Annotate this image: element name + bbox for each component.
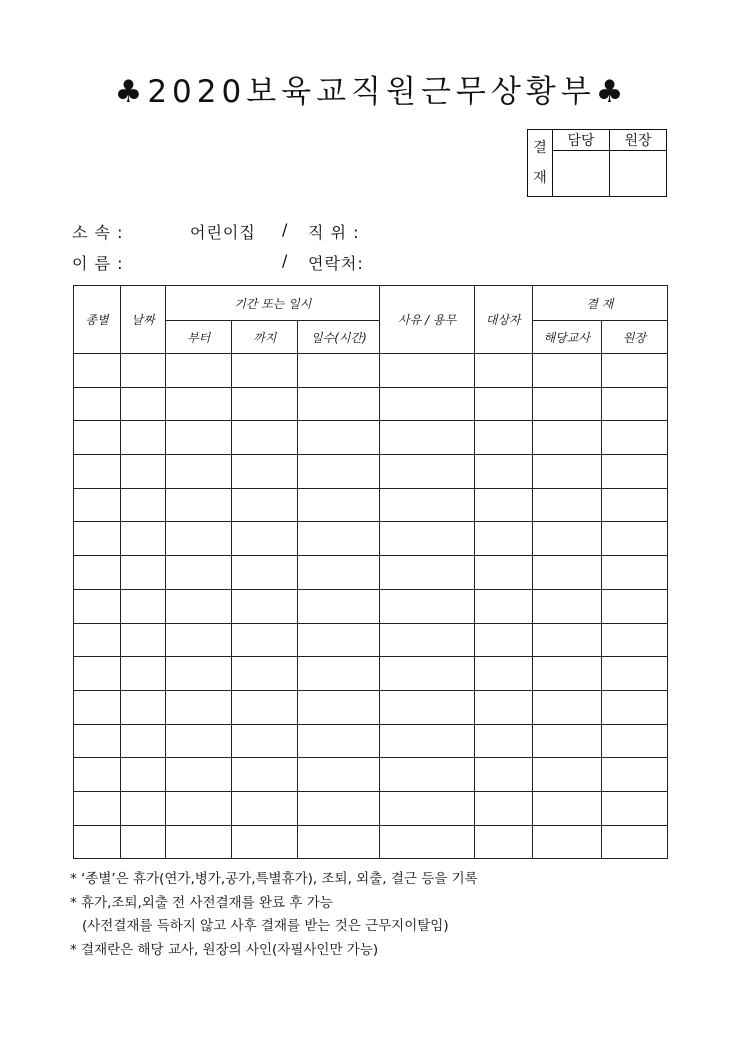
table-cell[interactable] [474,488,532,522]
table-cell[interactable] [232,488,298,522]
info-separator: / [282,251,289,270]
table-cell[interactable] [474,724,532,758]
affiliation-label: 소 속 : [72,223,124,242]
table-cell[interactable] [380,522,474,556]
header-reason: 사유 / 용무 [380,286,474,354]
table-cell[interactable] [232,354,298,388]
table-cell[interactable] [166,556,232,590]
table-row [74,623,668,657]
table-cell[interactable] [121,455,166,489]
table-cell[interactable] [601,589,667,623]
table-row [74,387,668,421]
table-cell[interactable] [166,791,232,825]
table-cell[interactable] [474,623,532,657]
table-cell[interactable] [601,522,667,556]
table-cell[interactable] [532,488,601,522]
table-cell[interactable] [474,522,532,556]
table-cell[interactable] [380,387,474,421]
table-row [74,488,668,522]
header-approval: 결 재 [532,286,667,321]
table-row [74,455,668,489]
affiliation-value: 어린이집 [190,223,256,242]
table-cell[interactable] [474,690,532,724]
header-target: 대상자 [474,286,532,354]
table-cell[interactable] [121,758,166,792]
header-until: 까지 [232,321,298,354]
table-cell[interactable] [166,522,232,556]
table-cell[interactable] [532,657,601,691]
approval-header-director: 원장 [610,130,667,151]
info-separator: / [282,220,289,239]
header-period: 기간 또는 일시 [166,286,380,321]
table-cell[interactable] [601,488,667,522]
table-cell[interactable] [601,657,667,691]
table-cell[interactable] [121,623,166,657]
table-cell[interactable] [380,690,474,724]
contact-label: 연락처: [308,254,364,273]
table-cell[interactable] [532,387,601,421]
table-cell[interactable] [532,421,601,455]
table-cell[interactable] [380,354,474,388]
table-cell[interactable] [532,556,601,590]
table-row [74,825,668,859]
table-cell[interactable] [474,589,532,623]
table-cell[interactable] [121,724,166,758]
table-cell[interactable] [166,825,232,859]
table-cell[interactable] [532,522,601,556]
table-cell[interactable] [298,421,380,455]
table-cell[interactable] [166,758,232,792]
table-cell[interactable] [532,758,601,792]
table-cell[interactable] [380,657,474,691]
note-1: * ‘종별’은 휴가(연가,병가,공가,특별휴가), 조퇴, 외출, 결근 등을 기록 [70,871,478,887]
table-cell[interactable] [121,589,166,623]
table-cell[interactable] [380,455,474,489]
table-cell[interactable] [532,354,601,388]
table-cell[interactable] [601,455,667,489]
table-cell[interactable] [474,657,532,691]
table-cell[interactable] [232,522,298,556]
table-cell[interactable] [474,791,532,825]
table-cell[interactable] [121,421,166,455]
header-days: 일수(시간) [298,321,380,354]
approval-box [527,129,667,197]
table-cell[interactable] [74,623,121,657]
approval-label-top: 결 [533,140,547,156]
table-cell[interactable] [166,421,232,455]
table-cell[interactable] [121,387,166,421]
table-cell[interactable] [166,690,232,724]
table-row [74,354,668,388]
table-row [74,758,668,792]
table-row [74,791,668,825]
table-row [74,657,668,691]
approval-label-bottom: 재 [533,170,547,186]
table-cell[interactable] [232,791,298,825]
table-cell[interactable] [601,556,667,590]
table-row [74,589,668,623]
table-cell[interactable] [74,758,121,792]
table-cell[interactable] [532,724,601,758]
table-cell[interactable] [298,455,380,489]
table-row [74,421,668,455]
approval-box-label [528,130,553,197]
table-cell[interactable] [232,758,298,792]
table-cell[interactable] [232,589,298,623]
table-cell[interactable] [74,387,121,421]
table-cell[interactable] [380,825,474,859]
table-cell[interactable] [121,354,166,388]
name-label: 이 름 : [72,254,124,273]
table-cell[interactable] [74,421,121,455]
table-row [74,724,668,758]
table-cell[interactable] [380,724,474,758]
table-cell[interactable] [166,623,232,657]
table-cell[interactable] [601,825,667,859]
table-cell[interactable] [166,589,232,623]
table-cell[interactable] [298,522,380,556]
table-cell[interactable] [474,354,532,388]
table-cell[interactable] [298,589,380,623]
note-3: (사전결재를 득하지 않고 사후 결재를 받는 것은 근무지이탈임) [82,918,449,934]
table-cell[interactable] [601,690,667,724]
table-cell[interactable] [474,455,532,489]
table-cell[interactable] [298,354,380,388]
table-cell[interactable] [232,421,298,455]
table-cell[interactable] [166,488,232,522]
table-cell[interactable] [532,589,601,623]
table-cell[interactable] [232,556,298,590]
table-cell[interactable] [232,724,298,758]
page-title: ♣2020보육교직원근무상황부♣ [114,74,629,110]
table-cell[interactable] [532,791,601,825]
header-date: 날짜 [121,286,166,354]
table-cell[interactable] [74,556,121,590]
table-cell[interactable] [532,623,601,657]
table-cell[interactable] [121,825,166,859]
notes [70,868,478,962]
table-cell[interactable] [532,690,601,724]
note-4: * 결재란은 해당 교사, 원장의 사인(자필사인만 가능) [70,941,379,958]
table-cell[interactable] [298,724,380,758]
table-cell[interactable] [380,791,474,825]
table-cell[interactable] [166,354,232,388]
table-row [74,522,668,556]
table-cell[interactable] [166,455,232,489]
table-cell[interactable] [474,825,532,859]
table-cell[interactable] [601,387,667,421]
table-cell[interactable] [74,825,121,859]
table-cell[interactable] [166,387,232,421]
table-row [74,556,668,590]
table-cell[interactable] [121,556,166,590]
table-cell[interactable] [474,387,532,421]
table-cell[interactable] [74,354,121,388]
table-cell[interactable] [74,522,121,556]
table-cell[interactable] [474,556,532,590]
table-cell[interactable] [601,791,667,825]
table-cell[interactable] [380,623,474,657]
table-cell[interactable] [232,623,298,657]
attendance-table [73,285,668,859]
approval-sign-charge[interactable] [553,151,610,197]
table-cell[interactable] [474,758,532,792]
table-cell[interactable] [74,791,121,825]
table-cell[interactable] [74,657,121,691]
table-cell[interactable] [298,387,380,421]
table-cell[interactable] [232,690,298,724]
table-cell[interactable] [298,556,380,590]
table-cell[interactable] [380,556,474,590]
table-cell[interactable] [74,589,121,623]
table-cell[interactable] [601,354,667,388]
table-cell[interactable] [166,724,232,758]
approval-sign-director[interactable] [610,151,667,197]
table-cell[interactable] [474,421,532,455]
table-body [74,354,668,859]
header-teacher: 해당교사 [532,321,601,354]
table-cell[interactable] [380,421,474,455]
table-cell[interactable] [601,623,667,657]
table-cell[interactable] [298,825,380,859]
table-cell[interactable] [601,758,667,792]
table-cell[interactable] [532,455,601,489]
header-type: 종별 [74,286,121,354]
table-cell[interactable] [380,589,474,623]
table-cell[interactable] [298,623,380,657]
table-cell[interactable] [601,724,667,758]
table-cell[interactable] [121,690,166,724]
table-cell[interactable] [232,455,298,489]
table-cell[interactable] [298,690,380,724]
table-cell[interactable] [298,488,380,522]
header-director: 원장 [601,321,667,354]
table-row [74,690,668,724]
table-cell[interactable] [232,825,298,859]
table-cell[interactable] [232,657,298,691]
table-cell[interactable] [74,724,121,758]
table-cell[interactable] [298,758,380,792]
table-cell[interactable] [74,455,121,489]
table-cell[interactable] [532,825,601,859]
table-cell[interactable] [121,522,166,556]
table-cell[interactable] [74,690,121,724]
table-cell[interactable] [298,791,380,825]
table-cell[interactable] [232,387,298,421]
table-cell[interactable] [166,657,232,691]
approval-header-charge: 담당 [553,130,610,151]
table-cell[interactable] [601,421,667,455]
table-cell[interactable] [380,488,474,522]
note-2: * 휴가,조퇴,외출 전 사전결재를 완료 후 가능 [70,894,333,911]
table-cell[interactable] [121,791,166,825]
table-cell[interactable] [380,758,474,792]
table-cell[interactable] [121,657,166,691]
table-cell[interactable] [121,488,166,522]
table-cell[interactable] [298,657,380,691]
header-from: 부터 [166,321,232,354]
position-label: 직 위 : [308,223,360,242]
table-cell[interactable] [74,488,121,522]
